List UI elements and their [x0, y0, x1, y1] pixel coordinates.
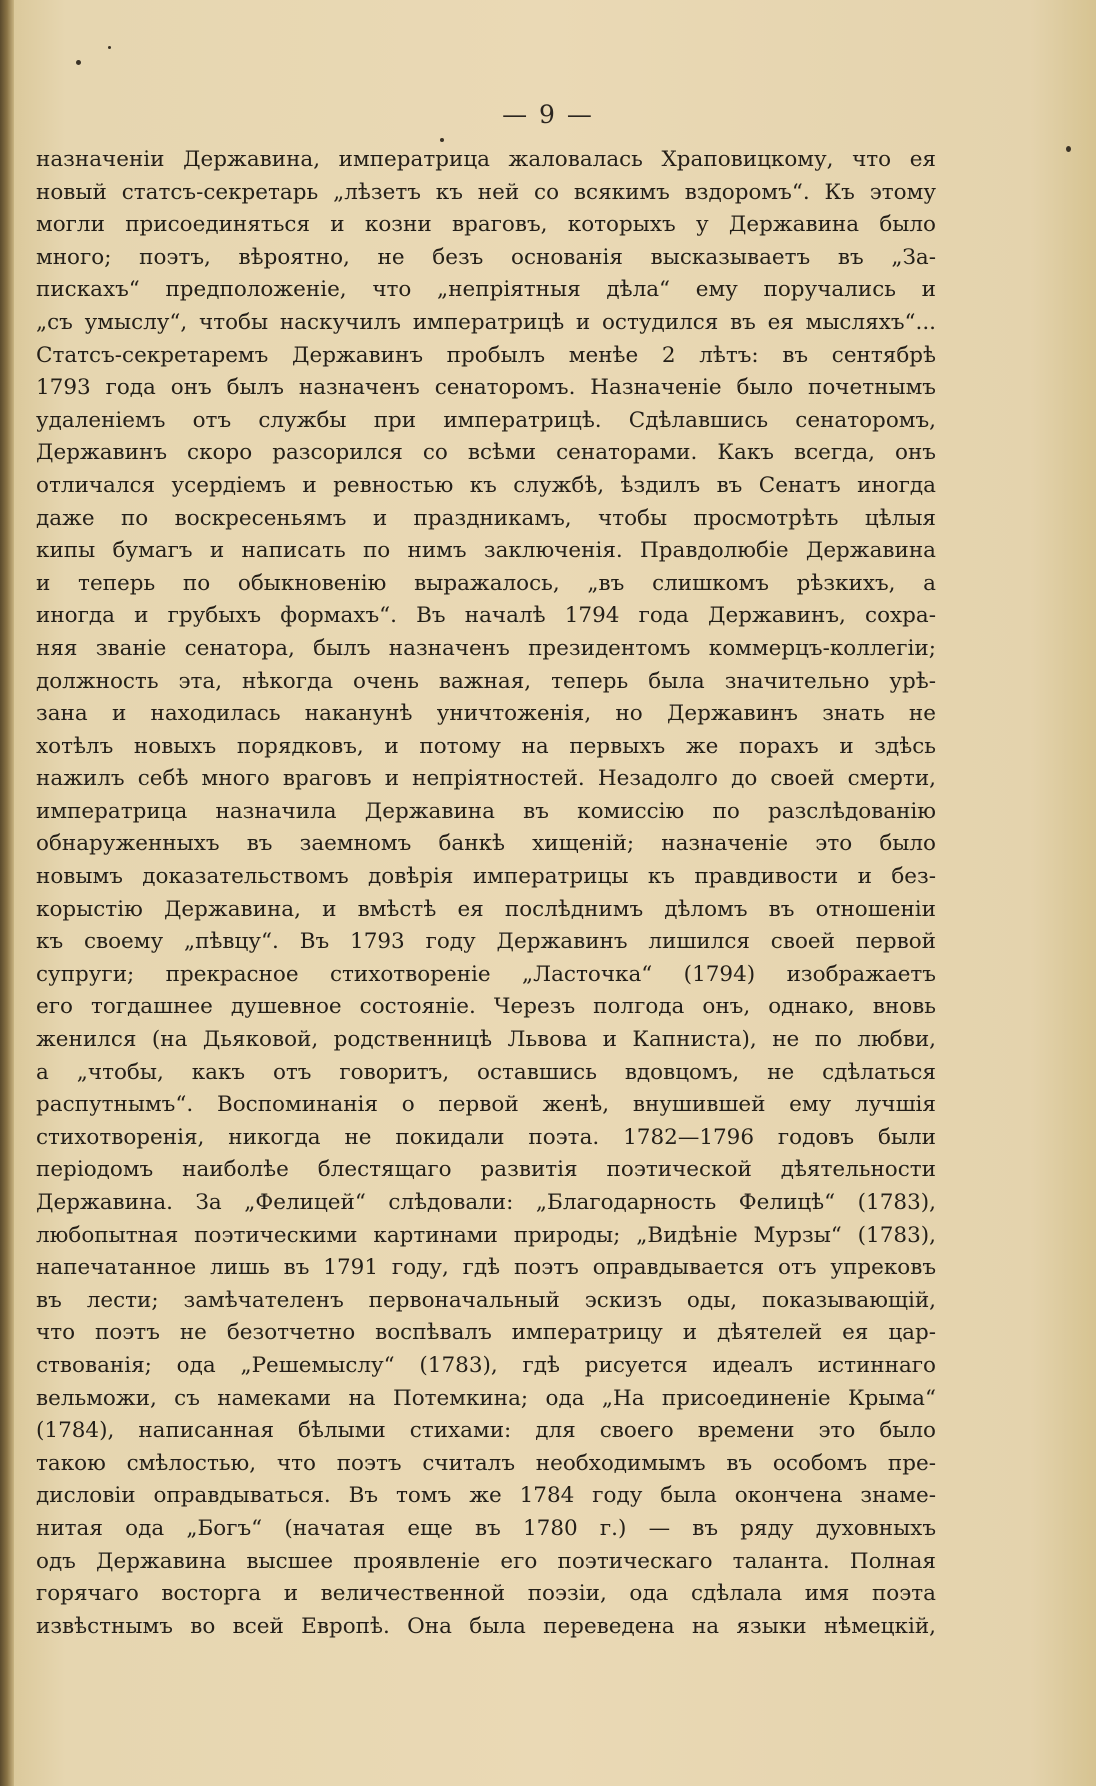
text-line: въ лести; замѣчателенъ первоначальный эскизъ оды, показывающій, — [36, 1287, 936, 1313]
text-line: такою смѣлостью, что поэтъ считалъ необходимымъ въ особомъ пре- — [36, 1450, 936, 1476]
text-line: извѣстнымъ во всей Европѣ. Она была переведена на языки нѣмецкій, — [36, 1613, 936, 1639]
text-line: нитая ода „Богъ“ (начатая еще въ 1780 г.) — въ ряду духовныхъ — [36, 1515, 936, 1541]
text-line: зана и находилась наканунѣ уничтоженія, но Державинъ знать не — [36, 701, 936, 727]
text-line: удаленіемъ отъ службы при императрицѣ. Сдѣлавшись сенаторомъ, — [36, 407, 936, 433]
text-line: пискахъ“ предположеніе, что „непріятныя дѣла“ ему поручались и — [36, 277, 936, 303]
text-line: новымъ доказательствомъ довѣрія императрицы къ правдивости и без- — [36, 864, 936, 890]
text-line: періодомъ наиболѣе блестящаго развитія поэтической дѣятельности — [36, 1157, 936, 1183]
text-line: могли присоединяться и козни враговъ, которыхъ у Державина было — [36, 212, 936, 238]
body-text — [36, 144, 936, 1643]
text-line: нажилъ себѣ много враговъ и непріятностей. Незадолго до своей смерти, — [36, 766, 936, 792]
text-line: корыстію Державина, и вмѣстѣ ея послѣднимъ дѣломъ въ отношеніи — [36, 896, 936, 922]
text-line: Державинъ скоро разсорился со всѣми сенаторами. Какъ всегда, онъ — [36, 440, 936, 466]
text-line: напечатанное лишь въ 1791 году, гдѣ поэтъ оправдывается отъ упрековъ — [36, 1255, 936, 1281]
text-line: а „чтобы, какъ отъ говоритъ, оставшись вдовцомъ, не сдѣлаться — [36, 1059, 936, 1085]
text-line: женился (на Дьяковой, родственницѣ Львова и Капниста), не по любви, — [36, 1027, 936, 1053]
text-line: императрица назначила Державина въ комиссію по разслѣдованію — [36, 798, 936, 824]
text-line: няя званіе сенатора, былъ назначенъ президентомъ коммерцъ-коллегіи; — [36, 635, 936, 661]
text-line: супруги; прекрасное стихотвореніе „Ласточка“ (1794) изображаетъ — [36, 961, 936, 987]
ink-speck — [1066, 146, 1071, 152]
text-line: его тогдашнее душевное состояніе. Черезъ полгода онъ, однако, вновь — [36, 994, 936, 1020]
text-line: хотѣлъ новыхъ порядковъ, и потому на первыхъ же порахъ и здѣсь — [36, 733, 936, 759]
page-number: — 9 — — [502, 100, 594, 129]
text-line: стихотворенія, никогда не покидали поэта. 1782—1796 годовъ были — [36, 1124, 936, 1150]
text-line: распутнымъ“. Воспоминанія о первой женѣ, внушившей ему лучшія — [36, 1092, 936, 1118]
ink-speck — [108, 46, 111, 49]
text-line: одъ Державина высшее проявленіе его поэтическаго таланта. Полная — [36, 1548, 936, 1574]
page-binding-edge — [0, 0, 14, 1786]
text-line: „съ умыслу“, чтобы наскучилъ императрицѣ и остудился въ ея мысляхъ“... — [36, 309, 936, 335]
text-line: кипы бумагъ и написать по нимъ заключенія. Правдолюбіе Державина — [36, 538, 936, 564]
ink-speck — [76, 60, 81, 65]
text-line: новый статсъ-секретарь „лѣзетъ къ ней со всякимъ вздоромъ“. Къ этому — [36, 179, 936, 205]
text-line: ствованія; ода „Решемыслу“ (1783), гдѣ рисуется идеалъ истиннаго — [36, 1352, 936, 1378]
text-line: много; поэтъ, вѣроятно, не безъ основанія высказываетъ въ „За- — [36, 244, 936, 270]
text-line: назначеніи Державина, императрица жаловалась Храповицкому, что ея — [36, 147, 936, 172]
text-line: Державина. За „Фелицей“ слѣдовали: „Благодарность Фелицѣ“ (1783), — [36, 1190, 936, 1215]
text-line: вельможи, съ намеками на Потемкина; ода „На присоединеніе Крыма“ — [36, 1385, 936, 1411]
text-line: любопытная поэтическими картинами природы; „Видѣніе Мурзы“ (1783), — [36, 1222, 936, 1248]
text-line: отличался усердіемъ и ревностью къ службѣ, ѣздилъ въ Сенатъ иногда — [36, 472, 936, 498]
text-line: должность эта, нѣкогда очень важная, теперь была значительно урѣ- — [36, 668, 936, 694]
text-line: горячаго восторга и величественной поэзіи, ода сдѣлала имя поэта — [36, 1581, 936, 1607]
text-line: Статсъ-секретаремъ Державинъ пробылъ менѣе 2 лѣтъ: въ сентябрѣ — [36, 342, 936, 368]
text-line: обнаруженныхъ въ заемномъ банкѣ хищеній; назначеніе это было — [36, 831, 936, 857]
text-line: и теперь по обыкновенію выражалось, „въ слишкомъ рѣзкихъ, а — [36, 570, 936, 596]
text-line: дисловіи оправдываться. Въ томъ же 1784 году была окончена знаме- — [36, 1483, 936, 1509]
text-line: что поэтъ не безотчетно воспѣвалъ императрицу и дѣятелей ея цар- — [36, 1320, 936, 1346]
text-line: 1793 года онъ былъ назначенъ сенаторомъ. Назначеніе было почетнымъ — [36, 375, 936, 401]
ink-speck — [440, 138, 444, 142]
text-line: даже по воскресеньямъ и праздникамъ, чтобы просмотрѣть цѣлыя — [36, 505, 936, 531]
text-line: иногда и грубыхъ формахъ“. Въ началѣ 1794 года Державинъ, сохра- — [36, 603, 936, 629]
text-line: (1784), написанная бѣлыми стихами: для своего времени это было — [36, 1418, 936, 1444]
text-line: къ своему „пѣвцу“. Въ 1793 году Державинъ лишился своей первой — [36, 929, 936, 955]
